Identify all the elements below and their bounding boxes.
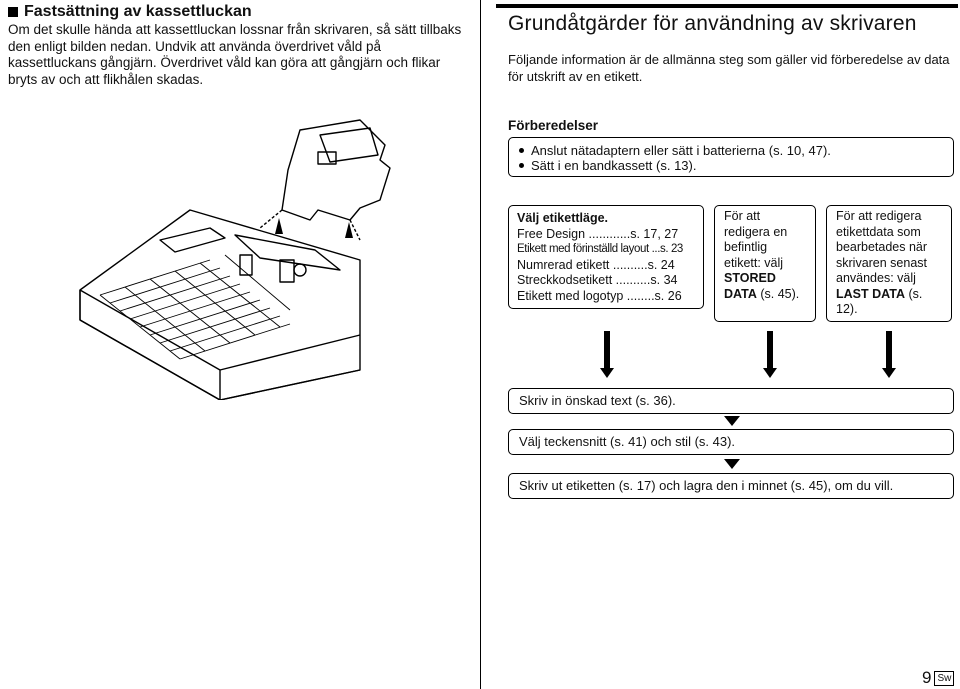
- intro-text: Följande information är de allmänna steg som gäller vid förberedelse av data för utskrift av en etikett.: [508, 52, 950, 84]
- column-divider: [480, 0, 481, 689]
- step-arrow-icon: [724, 416, 740, 426]
- step-choose-font: Välj teckensnitt (s. 41) och stil (s. 43).: [508, 429, 954, 455]
- bullet-icon: [519, 148, 524, 153]
- section-body: Om det skulle hända att kassettluckan lossnar från skrivaren, så sätt tillbaks den enligt bilden nedan. Undvik att använda överdrivet våld på kassettluckans gångjärn. Överdrivet våld kan göra att gångjärn och flikar bryts av och att flikhålen skadas.: [8, 22, 462, 87]
- left-section: [8, 3, 470, 88]
- label-mode-row: Streckkodsetikett ..........s. 34: [517, 273, 678, 287]
- title-rule: [496, 4, 958, 8]
- flow-arrow-icon: [882, 331, 896, 378]
- step-arrow-icon: [724, 459, 740, 469]
- preparation-box: [508, 137, 954, 177]
- label-mode-row: Etikett med logotyp ........s. 26: [517, 288, 682, 303]
- section-heading: [8, 3, 470, 21]
- label-mode-row: Etikett med förinställd layout ...s. 23: [517, 243, 683, 255]
- label-mode-box: [508, 205, 704, 309]
- stored-data-text: För att redigera en befintlig etikett: välj: [724, 209, 788, 270]
- stored-data-keyword: STORED DATA: [724, 271, 776, 301]
- page-title: Grundåtgärder för användning av skrivaren: [508, 12, 917, 35]
- flow-arrow-icon: [600, 331, 614, 378]
- last-data-box: [826, 205, 952, 322]
- language-badge: Sw: [934, 671, 954, 686]
- preparation-title: Förberedelser: [508, 118, 599, 133]
- step-print-label: Skriv ut etiketten (s. 17) och lagra den i minnet (s. 45), om du vill.: [508, 473, 954, 499]
- insert-arrow-right-icon: [345, 222, 353, 238]
- page-number: [922, 668, 954, 688]
- section-heading-text: Fastsättning av kassettluckan: [24, 3, 252, 20]
- stored-data-box: [714, 205, 816, 322]
- square-bullet-icon: [8, 7, 18, 17]
- flow-arrow-icon: [763, 331, 777, 378]
- label-mode-row: Numrerad etikett ..........s. 24: [517, 257, 675, 272]
- cassette-cover: [282, 120, 390, 220]
- label-mode-title: Välj etikettläge.: [517, 211, 609, 225]
- prep-item-text: Anslut nätadaptern eller sätt i batterierna (s. 10, 47).: [531, 143, 831, 158]
- bullet-icon: [519, 163, 524, 168]
- last-data-ref: (s. 12).: [836, 286, 923, 316]
- label-mode-row: Free Design ............s. 17, 27: [517, 226, 679, 241]
- last-data-keyword: LAST DATA: [836, 286, 905, 301]
- page-number-value: 9: [922, 668, 932, 687]
- stored-data-ref: (s. 45).: [756, 286, 800, 301]
- prep-item: [519, 158, 943, 173]
- step-enter-text: Skriv in önskad text (s. 36).: [508, 388, 954, 414]
- last-data-text: För att redigera etikettdata som bearbetades när skrivaren senast användes: välj: [836, 209, 928, 285]
- printer-illustration: [60, 110, 460, 400]
- prep-item-text: Sätt i en bandkassett (s. 13).: [531, 158, 697, 173]
- prep-item: [519, 143, 943, 158]
- insert-arrow-left-icon: [275, 218, 283, 234]
